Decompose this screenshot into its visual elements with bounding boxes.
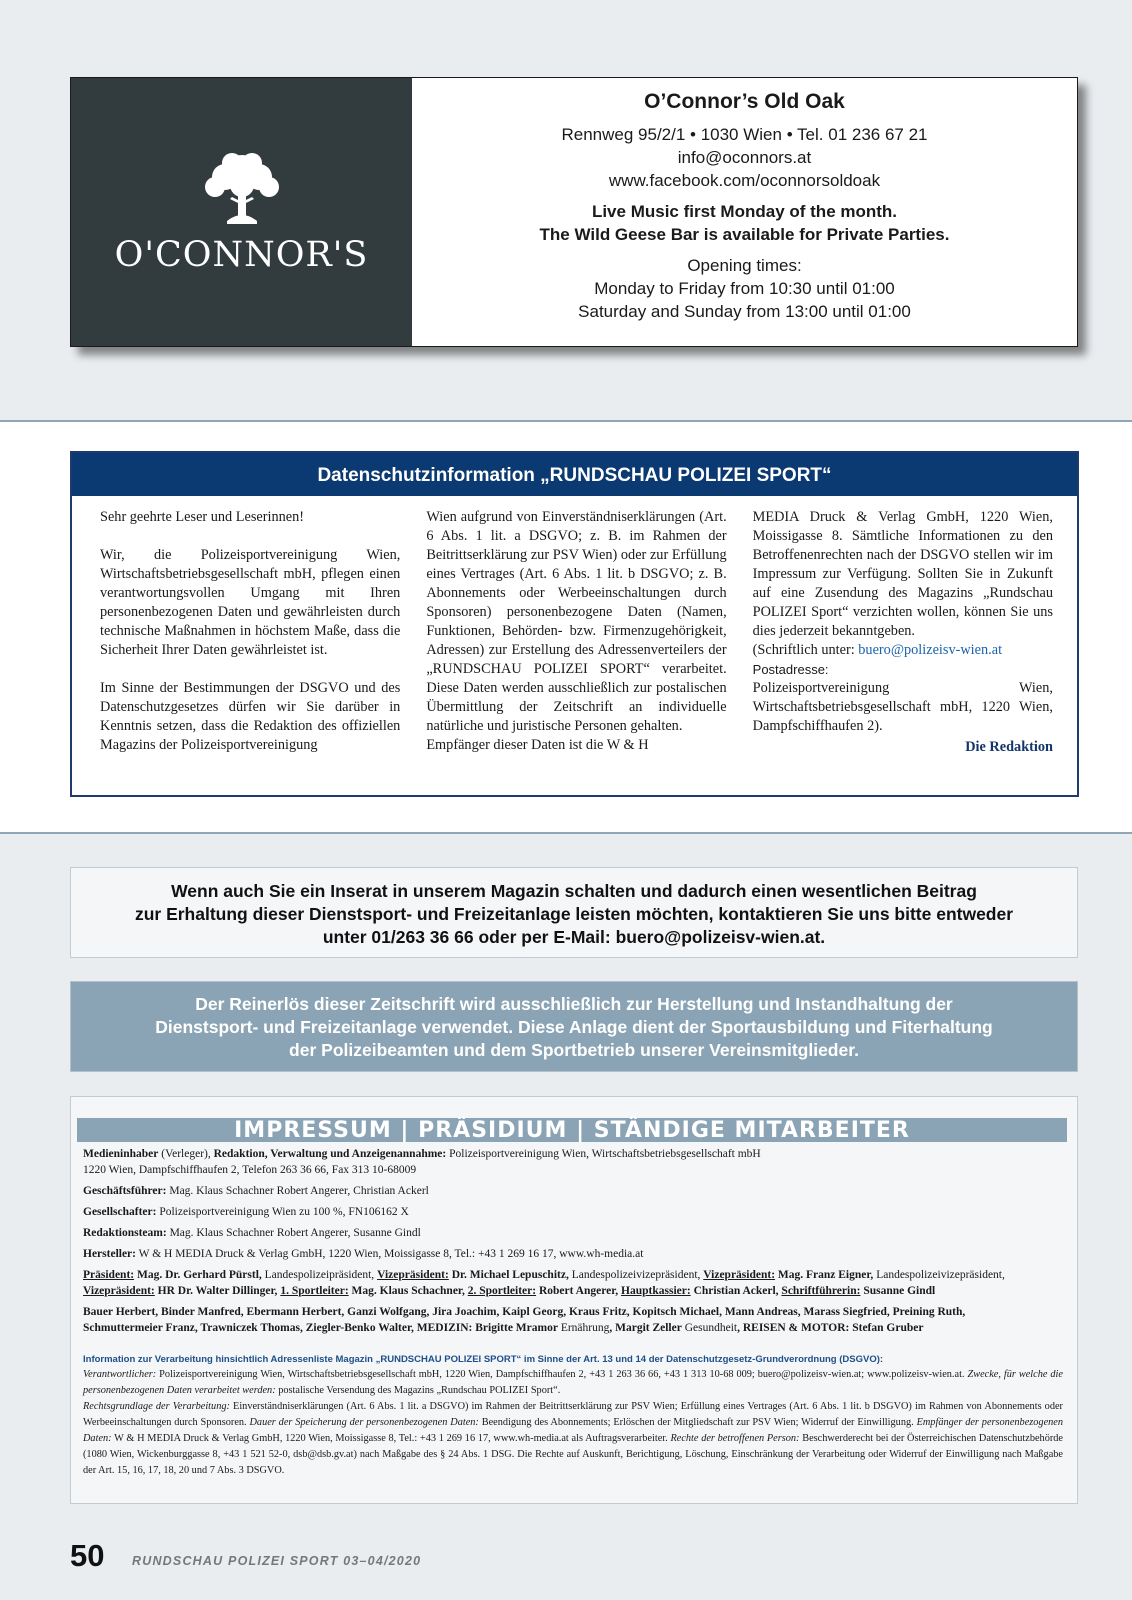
dsgvo-info-text: Verantwortlicher: Polizeisportvereinigung Wien, Wirtschaftsbetriebsgesellschaft mbH, 1220 Wien, Dampfschiffhaufen 2, +43 1 263 36 66, +43 1 313 10-68 009; buero@polizeisv-wien.at; www.polizeisv-wien.at. Zwecke, für welche die personenbezogenen Daten verarbeitet werden: postalische Versendung des Magazins „Rundschau POLIZEI Sport“. Rechtsgrundlage der Verarbeitung: Einverständniserklärungen (Art. 6 Abs. 1 lit. a DSGVO) im Rahmen der Beitrittserklärung zur PSV Wien; Erfüllung eines Vertrages (Art. 6 Abs. 1 lit. b DSGVO) im Rahmen von Abonnements oder Werbeeinschaltungen durch Sponsoren. Dauer der Speicherung der personenbezogenen Daten: Beendigung des Abonnements; Erlöschen der Mitgliedschaft zur PSV Wien; Widerruf der Einwilligung. Empfänger der personenbezogenen Daten: W & H MEDIA Druck & Verlag GmbH, 1220 Wien, Moissigasse 8, Tel.: +43 1 269 16 17, www.wh-media.at als Auftragsverarbeiter. Rechte der betroffenen Person: Beschwerderecht bei der Österreichischen Datenschutzbehörde (1080 Wien, Wickenburggasse 8, +43 1 521 52-0, dsb@dsb.gv.at) nach Maßgabe des § 24 Abs. 1 DSG. Die Rechte auf Auskunft, Berichtigung, Löschung, Einschränkung der Verarbeitung oder Widerruf der Einwilligung nach Maßgabe der Art. 15, 16, 17, 18, 20 und 7 Abs. 3 DSGVO. — [83, 1369, 1064, 1476]
ad-email[interactable]: info@oconnors.at — [677, 148, 812, 167]
paragraph: Empfänger dieser Daten ist die W & H — [426, 737, 649, 753]
post-label: Postadresse: — [752, 662, 829, 677]
logo-wordmark: O'CONNOR'S — [114, 235, 369, 275]
reinerloes-line: der Polizeibeamten und dem Sportbetrieb unserer Vereinsmitglieder. — [289, 1040, 859, 1060]
impressum-heading: IMPRESSUM | PRÄSIDIUM | STÄNDIGE MITARBEITER — [77, 1118, 1067, 1142]
dsgvo-info-heading: Information zur Verarbeitung hinsichtlich Adressenliste Magazin „RUNDSCHAU POLIZEI SPORT“ im Sinne der Art. 13 und 14 der Datenschutzgesetz-Grundverordnung (DSGVO): — [83, 1354, 884, 1365]
magazine-issue: RUNDSCHAU POLIZEI SPORT 03–04/2020 — [132, 1554, 422, 1568]
inserat-line: zur Erhaltung dieser Dienstsport- und Freizeitanlage leisten möchten, kontaktieren Sie uns bitte entweder — [134, 904, 1014, 924]
impressum-box — [70, 1096, 1078, 1504]
impressum-redaktionsteam: Redaktionsteam: Mag. Klaus Schachner Robert Angerer, Susanne Gindl — [83, 1227, 421, 1239]
post-address: Polizeisportvereinigung Wien, Wirtschaftsbetriebsgesellschaft mbH, 1220 Wien, Dampfschiffhaufen 2). — [752, 680, 1053, 734]
paragraph: Wien aufgrund von Einverständniserklärungen (Art. 6 Abs. 1 lit. a DSGVO; z. B. im Rahmen der Beitrittserklärung zur PSV Wien) oder zur Erfüllung eines Vertrages (Art. 6 Abs. 1 lit. b DSGVO; z. B. Abonnements oder Werbeeinschaltungen durch Sponsoren) personenbezogene Daten (Namen, Funktionen, Behörden- bzw. Firmenzugehörigkeit, Adressen) zur Erstellung des Adressenverteilers der „RUNDSCHAU POLIZEI SPORT“ verarbeitet. Diese Daten werden ausschließlich zur postalischen Übermittlung der Zeitschrift an individuelle natürliche und juristische Personen gehalten. — [426, 509, 727, 734]
inserat-box — [70, 867, 1078, 958]
impressum-geschaeftsfuehrer: Geschäftsführer: Mag. Klaus Schachner Robert Angerer, Christian Ackerl — [83, 1185, 429, 1197]
contact-prefix: (Schriftlich unter: — [752, 642, 859, 658]
signoff: Die Redaktion — [965, 739, 1053, 755]
ad-details — [412, 78, 1077, 346]
reinerloes-line: Dienstsport- und Freizeitanlage verwendet. Diese Anlage dient der Sportausbildung und Fiterhaltung — [155, 1017, 993, 1037]
datenschutz-column-3 — [753, 508, 1053, 757]
datenschutz-column-2 — [426, 508, 726, 757]
reinerloes-line: Der Reinerlös dieser Zeitschrift wird ausschließlich zur Herstellung und Instandhaltung der — [195, 994, 953, 1014]
inserat-line: unter 01/263 36 66 oder per E-Mail: buero@polizeisv-wien.at. — [322, 927, 826, 947]
ad-address: Rennweg 95/2/1 • 1030 Wien • Tel. 01 236 67 21 — [561, 125, 928, 144]
reinerloes-box — [70, 981, 1078, 1072]
opening-label: Opening times: — [687, 256, 802, 275]
page-number: 50 — [70, 1538, 105, 1573]
paragraph: MEDIA Druck & Verlag GmbH, 1220 Wien, Moissigasse 8. Sämtliche Informationen zu den Betroffenenrechten nach der DSGVO stellen wir im Impressum zur Verfügung. Sollten Sie in Zukunft auf eine Zusendung des Magazins „Rundschau POLIZEI Sport“ verzichten wollen, können Sie uns dies jederzeit bekanntgeben. — [752, 509, 1053, 639]
contact-email-link[interactable]: buero@polizeisv-wien.at — [858, 642, 1003, 658]
ad-facebook[interactable]: www.facebook.com/oconnorsoldoak — [608, 171, 881, 190]
opening-weekend: Saturday and Sunday from 13:00 until 01:00 — [578, 302, 911, 321]
oconnors-advertisement — [70, 77, 1078, 347]
inserat-line: Wenn auch Sie ein Inserat in unserem Magazin schalten und dadurch einen wesentlichen Beitrag — [171, 881, 977, 901]
datenschutz-column-1 — [100, 508, 400, 757]
greeting: Sehr geehrte Leser und Leserinnen! — [100, 509, 305, 525]
datenschutz-title: Datenschutzinformation „RUNDSCHAU POLIZEI SPORT“ — [72, 453, 1077, 496]
impressum-medieninhaber: Medieninhaber (Verleger), Redaktion, Verwaltung und Anzeigenannahme: Polizeisportvereinigung Wien, Wirtschaftsbetriebsgesellschaft mbH 1220 Wien, Dampfschiffhaufen 2, Telefon 263 36 66, Fax 313 10-68009 — [83, 1148, 761, 1176]
impressum-gesellschafter: Gesellschafter: Polizeisportvereinigung Wien zu 100 %, FN106162 X — [83, 1206, 409, 1218]
paragraph: Im Sinne der Bestimmungen der DSGVO und des Datenschutzgesetzes dürfen wir Sie darüber in Kenntnis setzen, dass die Redaktion des offiziellen Magazins der Polizeisportvereinigung — [100, 680, 401, 753]
impressum-hersteller: Hersteller: W & H MEDIA Druck & Verlag GmbH, 1220 Wien, Moissigasse 8, Tel.: +43 1 269 16 17, www.wh-media.at — [83, 1248, 644, 1260]
ad-title: O’Connor’s Old Oak — [644, 90, 845, 113]
opening-weekdays: Monday to Friday from 10:30 until 01:00 — [594, 279, 895, 298]
oconnors-logo — [71, 78, 412, 346]
datenschutz-box — [70, 451, 1079, 797]
ad-private-parties: The Wild Geese Bar is available for Private Parties. — [539, 225, 950, 244]
impressum-praesidium: Präsident: Mag. Dr. Gerhard Pürstl, Landespolizeipräsident, Vizepräsident: Dr. Michael Lepuschitz, Landespolizeivizepräsident, Vizepräsident: Mag. Franz Eigner, Landespolizeivizepräsident, Vizepräsident: HR Dr. Walter Dillinger, 1. Sportleiter: Mag. Klaus Schachner, 2. Sportleiter: Robert Angerer, Hauptkassier: Christian Ackerl, Schriftführerin: Susanne Gindl — [83, 1269, 1005, 1297]
paragraph: Wir, die Polizeisportvereinigung Wien, Wirtschaftsbetriebsgesellschaft mbH, pflegen einen verantwortungsvollen Umgang mit Ihren personenbezogenen Daten und gewährleisten durch technische Maßnahmen in höchstem Maße, dass die Sicherheit Ihrer Daten gewährleistet ist. — [100, 547, 401, 658]
oak-tree-icon — [187, 149, 297, 229]
ad-live-music: Live Music first Monday of the month. — [591, 202, 898, 221]
impressum-mitarbeiter: Bauer Herbert, Binder Manfred, Ebermann Herbert, Ganzi Wolfgang, Jira Joachim, Kaipl Georg, Kraus Fritz, Kopitsch Michael, Mann Andreas, Marass Siegfried, Preining Ruth, Schmuttermeier Franz, Trawniczek Thomas, Ziegler-Benko Walter, MEDIZIN: Brigitte Mramor Ernährung, Margit Zeller Gesundheit, REISEN & MOTOR: Stefan Gruber — [83, 1306, 966, 1334]
